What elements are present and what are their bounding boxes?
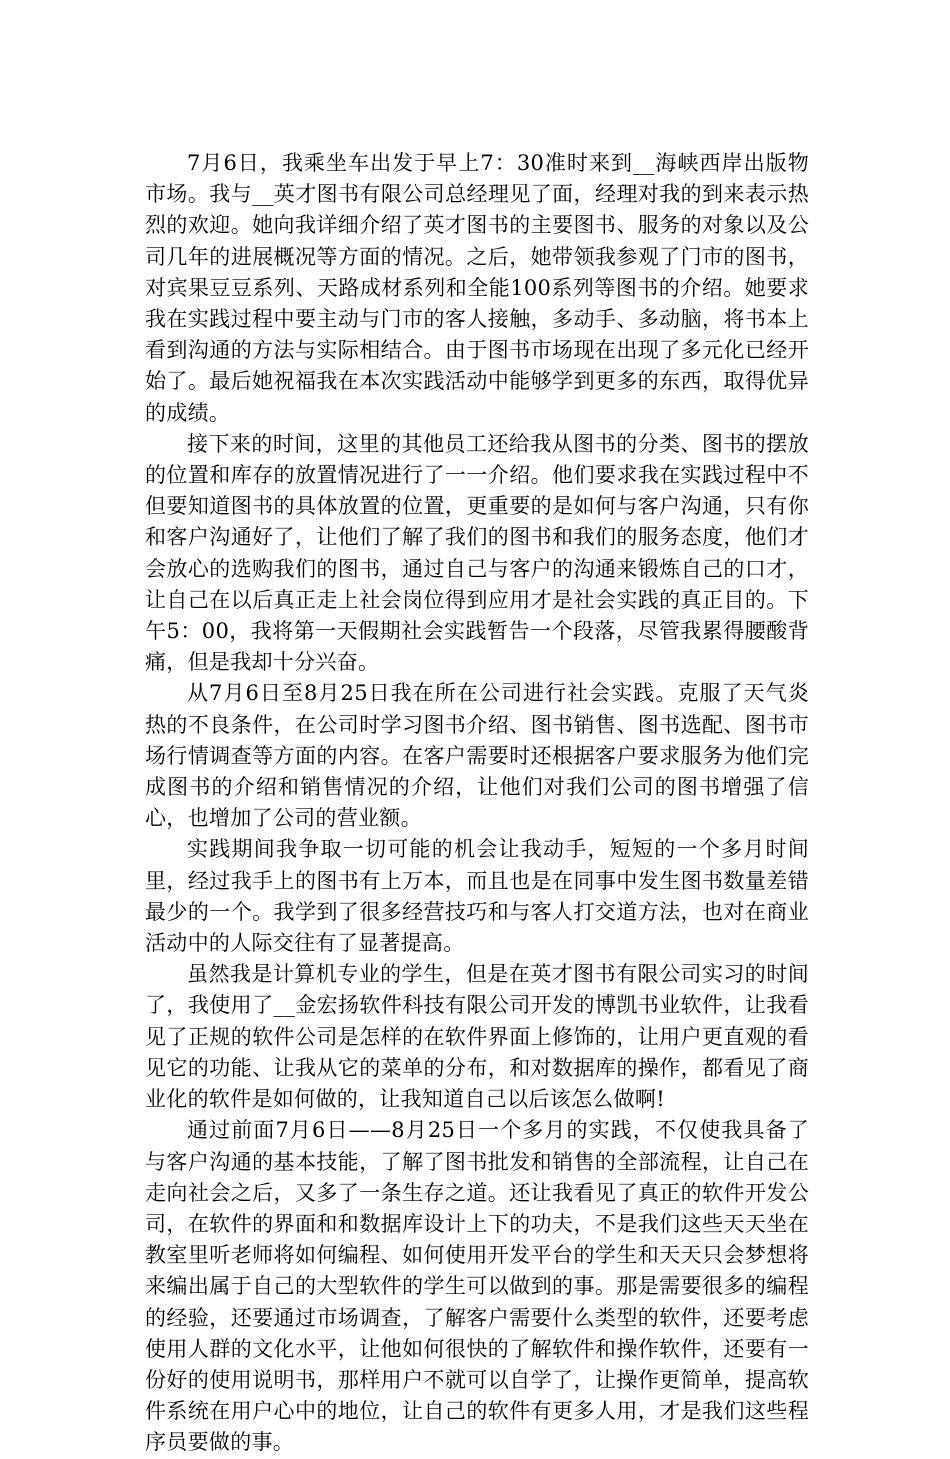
paragraph-4: 实践期间我争取一切可能的机会让我动手，短短的一个多月时间里，经过我手上的图书有上万本，而且也是在同事中发生图书数量差错最少的一个。我学到了很多经营技巧和与客人打交道方法，也对在商业活动中的人际交往有了显著提高。 bbox=[145, 837, 809, 956]
paragraph-3: 从7月6日至8月25日我在所在公司进行社会实践。克服了天气炎热的不良条件，在公司时学习图书介绍、图书销售、图书选配、图书市场行情调查等方面的内容。在客户需要时还根据客户要求服务为他们完成图书的介绍和销售情况的介绍，让他们对我们公司的图书增强了信心，也增加了公司的营业额。 bbox=[145, 681, 809, 831]
paragraph-2: 接下来的时间，这里的其他员工还给我从图书的分类、图书的摆放的位置和库存的放置情况进行了一一介绍。他们要求我在实践过程中不但要知道图书的具体放置的位置，更重要的是如何与客户沟通，只有你和客户沟通好了，让他们了解了我们的图书和我们的服务态度，他们才会放心的选购我们的图书，通过自己与客户的沟通来锻炼自己的口才，让自己在以后真正走上社会岗位得到应用才是社会实践的真正目的。下午5：00，我将第一天假期社会实践暂告一个段落，尽管我累得腰酸背痛，但是我却十分兴奋。 bbox=[145, 431, 809, 675]
paragraph-6: 通过前面7月6日——8月25日一个多月的实践，不仅使我具备了与客户沟通的基本技能，了解了图书批发和销售的全部流程，让自己在走向社会之后，又多了一条生存之道。还让我看见了真正的软件开发公司，在软件的界面和和数据库设计上下的功夫，不是我们这些天天坐在教室里听老师将如何编程、如何使用开发平台的学生和天天只会梦想将来编出属于自己的大型软件的学生可以做到的事。那是需要很多的编程的经验，还要通过市场调查，了解客户需要什么类型的软件，还要考虑使用人群的文化水平，让他如何很快的了解软件和操作软件，还要有一份好的使用说明书，那样用户不就可以自学了，让操作更简单，提高软件系统在用户心中的地位，让自己的软件有更多人用，才是我们这些程序员要做的事。 bbox=[145, 1118, 809, 1455]
paragraph-5: 虽然我是计算机专业的学生，但是在英才图书有限公司实习的时间了，我使用了__金宏扬软件科技有限公司开发的博凯书业软件，让我看见了正规的软件公司是怎样的在软件界面上修饰的，让用户更直观的看见它的功能、让我从它的菜单的分布，和对数据库的操作，都看见了商业化的软件是如何做的，让我知道自己以后该怎么做啊! bbox=[145, 962, 809, 1112]
paragraph-1: 7月6日，我乘坐车出发于早上7：30准时来到__海峡西岸出版物市场。我与__英才图书有限公司总经理见了面，经理对我的到来表示热烈的欢迎。她向我详细介绍了英才图书的主要图书、服务的对象以及公司几年的进展概况等方面的情况。之后，她带领我参观了门市的图书，对宾果豆豆系列、天路成材系列和全能100系列等图书的介绍。她要求我在实践过程中要主动与门市的客人接触，多动手、多动脑，将书本上看到沟通的方法与实际相结合。由于图书市场现在出现了多元化已经开始了。最后她祝福我在本次实践活动中能够学到更多的东西，取得优异的成绩。 bbox=[145, 151, 809, 425]
body-text bbox=[145, 148, 809, 1459]
